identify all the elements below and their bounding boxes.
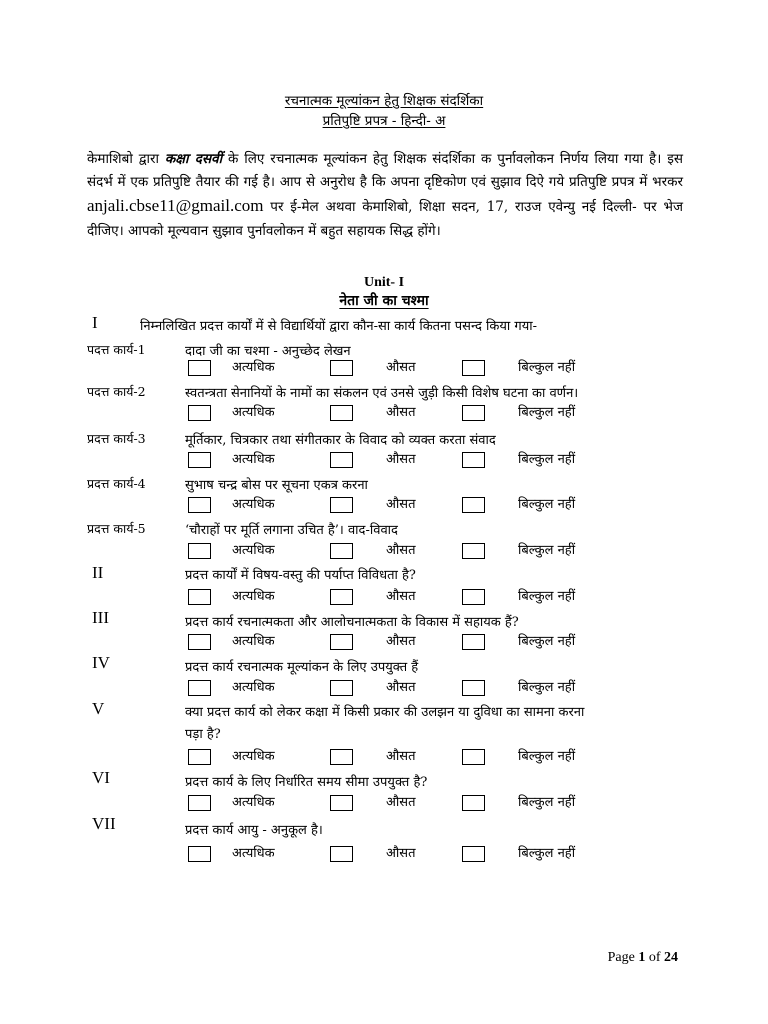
question-label: VII (92, 814, 116, 833)
question-text: प्रदत्त कार्यों में विषय-वस्तु की पर्याप्त विविधता है? (185, 568, 416, 583)
option-none-label: बिल्कुल नहीं (518, 452, 576, 467)
question-label: V (92, 699, 105, 718)
intro-class-text: कक्षा दसवीं (164, 151, 223, 167)
question-label: पदत्त कार्य-2 (87, 384, 146, 399)
option-none-label: बिल्कुल नहीं (518, 405, 576, 420)
intro-text-1: केमाशिबो द्वारा (87, 151, 165, 167)
option-none-checkbox[interactable] (462, 749, 485, 765)
option-average-label: औसत (386, 405, 416, 420)
option-high-label: अत्यधिक (232, 795, 275, 810)
option-average-label: औसत (386, 749, 416, 764)
question-label: प्रदत्त कार्य-3 (87, 431, 146, 446)
question-label: IV (92, 653, 110, 672)
option-average-label: औसत (386, 452, 416, 467)
question-label: प्रदत्त कार्य-4 (87, 476, 146, 491)
option-none-checkbox[interactable] (462, 452, 485, 468)
option-average-label: औसत (386, 795, 416, 810)
option-average-label: औसत (386, 846, 416, 861)
question-text: निम्नलिखित प्रदत्त कार्यों में से विद्यार्थियों द्वारा कौन-सा कार्य कितना पसन्द किया गया- (140, 319, 538, 334)
option-high-label: अत्यधिक (232, 360, 275, 375)
option-high-label: अत्यधिक (232, 749, 275, 764)
intro-paragraph (87, 148, 683, 243)
option-average-checkbox[interactable] (330, 846, 353, 862)
option-none-checkbox[interactable] (462, 846, 485, 862)
question-label: I (92, 313, 98, 332)
option-high-label: अत्यधिक (232, 846, 275, 861)
option-average-label: औसत (386, 634, 416, 649)
option-average-checkbox[interactable] (330, 589, 353, 605)
option-none-label: बिल्कुल नहीं (518, 497, 576, 512)
option-average-checkbox[interactable] (330, 749, 353, 765)
option-average-checkbox[interactable] (330, 497, 353, 513)
question-text: प्रदत्त कार्य रचनात्मक मूल्यांकन के लिए उपयुक्त हैं (185, 660, 419, 675)
option-none-checkbox[interactable] (462, 497, 485, 513)
option-high-checkbox[interactable] (188, 405, 211, 421)
question-text: दादा जी का चश्मा - अनुच्छेद लेखन (185, 344, 351, 359)
page-footer (608, 950, 678, 966)
option-none-label: बिल्कुल नहीं (518, 360, 576, 375)
question-text: मूर्तिकार, चित्रकार तथा संगीतकार के विवाद को व्यक्त करता संवाद (185, 433, 496, 448)
option-high-checkbox[interactable] (188, 452, 211, 468)
page-title: रचनात्मक मूल्यांकन हेतु शिक्षक संदर्शिका (284, 93, 484, 109)
footer-page-total: 24 (664, 950, 678, 965)
question-text: प्रदत्त कार्य आयु - अनुकूल है। (185, 823, 323, 838)
footer-page-number: 1 (638, 950, 646, 965)
intro-text-2: के लिए रचनात्मक मूल्यांकन हेतु शिक्षक संदर्शिका क पुर्नावलोकन निर्णय लिया गया है। इस संदर्भ में एक प्रतिपुष्टि तैयार की गई है। आप से अनुरोध है कि अपना दृष्टिकोण एवं सुझाव दिऐ गये प्रतिपुष्टि प्रपत्र में भरकर (87, 151, 684, 191)
option-high-checkbox[interactable] (188, 634, 211, 650)
question-text: स्वतन्त्रता सेनानियों के नामों का संकलन एवं उनसे जुड़ी किसी विशेष घटना का वर्णन। (185, 386, 579, 401)
option-none-label: बिल्कुल नहीं (518, 680, 576, 695)
page-subtitle: प्रतिपुष्टि प्रपत्र - हिन्दी- अ (322, 113, 446, 129)
question-label: III (92, 608, 109, 627)
question-label: पदत्त कार्य-1 (87, 342, 146, 357)
option-none-label: बिल्कुल नहीं (518, 589, 576, 604)
intro-text-3: पर ई-मेल अथवा केमाशिबो, शिक्षा सदन, 17, राउज एवेन्यु नई दिल्ली- पर भेज दीजिए। आपको मूल्यवान सुझाव पुर्नावलोकन में बहुत सहायक सिद्ध होंगे। (87, 199, 683, 239)
option-none-checkbox[interactable] (462, 405, 485, 421)
option-average-checkbox[interactable] (330, 543, 353, 559)
option-high-checkbox[interactable] (188, 846, 211, 862)
question-text: प्रदत्त कार्य के लिए निर्धारित समय सीमा उपयुक्त है? (185, 775, 428, 790)
option-average-checkbox[interactable] (330, 795, 353, 811)
option-none-label: बिल्कुल नहीं (518, 846, 576, 861)
option-none-checkbox[interactable] (462, 634, 485, 650)
option-none-checkbox[interactable] (462, 680, 485, 696)
question-text: प्रदत्त कार्य रचनात्मकता और आलोचनात्मकता के विकास में सहायक हैं? (185, 615, 519, 630)
option-high-label: अत्यधिक (232, 634, 275, 649)
option-high-label: अत्यधिक (232, 405, 275, 420)
question-text: सुभाष चन्द्र बोस पर सूचना एकत्र करना (185, 478, 368, 493)
option-high-checkbox[interactable] (188, 360, 211, 376)
option-none-checkbox[interactable] (462, 795, 485, 811)
option-average-label: औसत (386, 589, 416, 604)
option-high-label: अत्यधिक (232, 589, 275, 604)
option-average-label: औसत (386, 360, 416, 375)
option-high-checkbox[interactable] (188, 749, 211, 765)
option-high-checkbox[interactable] (188, 497, 211, 513)
unit-label: Unit- I (363, 275, 405, 290)
option-average-checkbox[interactable] (330, 680, 353, 696)
option-high-checkbox[interactable] (188, 589, 211, 605)
unit-title: नेता जी का चश्मा (339, 293, 429, 309)
question-label: II (92, 563, 104, 582)
option-none-label: बिल्कुल नहीं (518, 634, 576, 649)
option-average-checkbox[interactable] (330, 360, 353, 376)
option-none-checkbox[interactable] (462, 589, 485, 605)
option-average-checkbox[interactable] (330, 405, 353, 421)
question-text: ‘चौराहों पर मूर्ति लगाना उचित है’। वाद-विवाद (185, 523, 398, 538)
option-none-label: बिल्कुल नहीं (518, 795, 576, 810)
option-none-checkbox[interactable] (462, 543, 485, 559)
option-high-checkbox[interactable] (188, 680, 211, 696)
option-average-checkbox[interactable] (330, 452, 353, 468)
option-high-label: अत्यधिक (232, 452, 275, 467)
footer-page-word: Page (607, 950, 639, 965)
option-none-checkbox[interactable] (462, 360, 485, 376)
option-high-checkbox[interactable] (188, 795, 211, 811)
option-average-label: औसत (386, 680, 416, 695)
option-average-checkbox[interactable] (330, 634, 353, 650)
question-label: VI (92, 768, 110, 787)
option-high-label: अत्यधिक (232, 497, 275, 512)
question-text-continued: पड़ा है? (185, 727, 221, 742)
question-text: क्या प्रदत्त कार्य को लेकर कक्षा में किसी प्रकार की उलझन या दुविधा का सामना करना (185, 705, 585, 720)
option-high-checkbox[interactable] (188, 543, 211, 559)
option-high-label: अत्यधिक (232, 680, 275, 695)
option-average-label: औसत (386, 543, 416, 558)
intro-email: anjali.cbse11@gmail.com (87, 196, 264, 216)
option-high-label: अत्यधिक (232, 543, 275, 558)
question-label: प्रदत्त कार्य-5 (87, 521, 146, 536)
footer-of-word: of (645, 950, 664, 965)
option-average-label: औसत (386, 497, 416, 512)
option-none-label: बिल्कुल नहीं (518, 543, 576, 558)
option-none-label: बिल्कुल नहीं (518, 749, 576, 764)
